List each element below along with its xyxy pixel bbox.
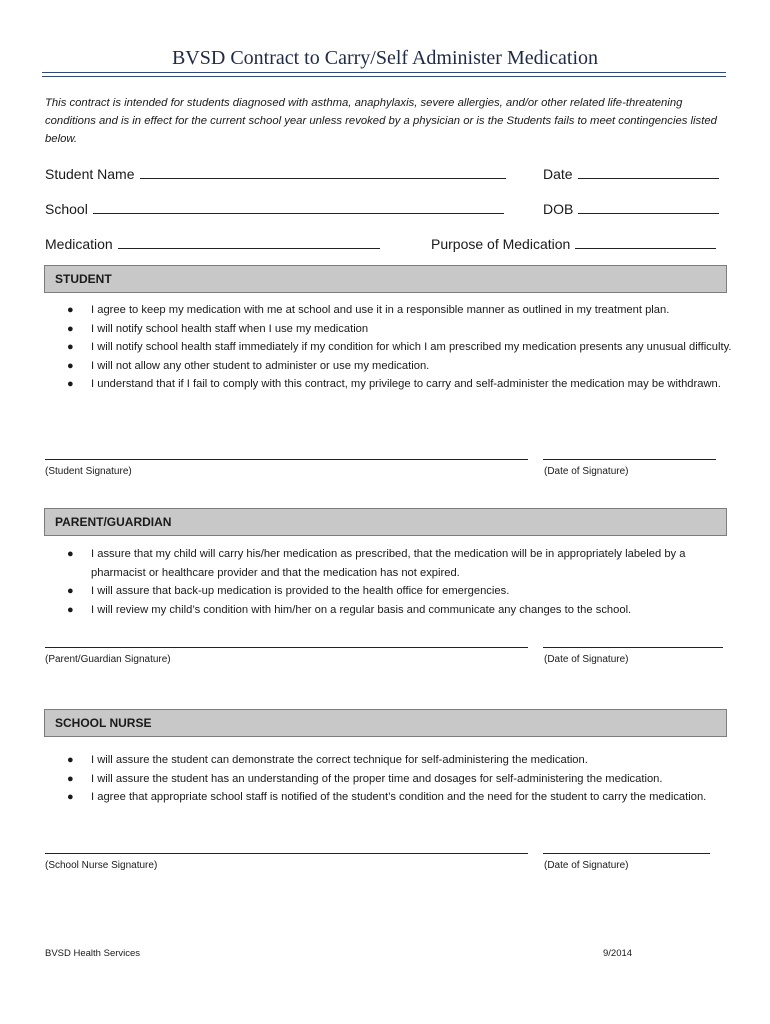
student-name-input[interactable]: [140, 164, 506, 179]
bullet-icon: ●: [67, 341, 74, 353]
bullet-icon: ●: [67, 359, 74, 372]
nurse-list: [45, 751, 735, 807]
student-section-header: STUDENT: [44, 265, 727, 293]
parent-section-header: PARENT/GUARDIAN: [44, 508, 727, 536]
medication-field: [45, 234, 380, 252]
nurse-list-container: [45, 751, 735, 807]
bullet-icon: ●: [67, 791, 74, 803]
bullet-icon: ●: [67, 378, 74, 390]
purpose-input[interactable]: [575, 234, 716, 249]
student-signature-label: (Student Signature): [45, 466, 132, 477]
list-item: ● I understand that if I fail to comply with this contract, my privilege to carry and self-administer the medication may be withdrawn.: [45, 375, 735, 394]
parent-list-container: [45, 545, 735, 619]
bullet-icon: ●: [67, 772, 74, 785]
list-item: ● I agree that appropriate school staff is notified of the student’s condition and the need for the student to carry the medication.: [45, 788, 735, 807]
date-field: [543, 164, 719, 182]
nurse-signature-line[interactable]: [45, 853, 528, 854]
parent-date-line[interactable]: [543, 647, 723, 648]
nurse-date-label: (Date of Signature): [544, 860, 629, 871]
footer-org: BVSD Health Services: [45, 948, 141, 959]
bullet-icon: ●: [67, 754, 74, 766]
student-date-line[interactable]: [543, 459, 716, 460]
school-label: School: [45, 201, 88, 217]
dob-field: [543, 199, 719, 217]
school-field: [45, 199, 504, 217]
intro-text: This contract is intended for students diagnosed with asthma, anaphylaxis, severe allergies, and/or other related life-threatening conditions and is in effect for the current school year unless revoked by a physician or is the Students fails to meet contingencies listed below.: [45, 97, 717, 145]
footer-date: 9/2014: [603, 948, 633, 959]
title-rule: [42, 72, 726, 73]
bullet-icon: ●: [67, 304, 74, 316]
parent-signature-label: (Parent/Guardian Signature): [45, 654, 171, 665]
bullet-icon: ●: [67, 322, 74, 335]
list-item: ● I assure that my child will carry his/her medication as prescribed, that the medication will be in appropriately labeled by a pharmacist or healthcare provider and that the medication has not expired.: [45, 545, 735, 582]
date-label: Date: [543, 166, 573, 182]
list-item: ● I will assure the student can demonstrate the correct technique for self-administering the medication.: [45, 751, 735, 770]
dob-input[interactable]: [578, 199, 719, 214]
list-item: ● I agree to keep my medication with me at school and use it in a responsible manner as outlined in my treatment plan.: [45, 301, 735, 320]
purpose-field: [431, 234, 716, 252]
nurse-section-header: SCHOOL NURSE: [44, 709, 727, 737]
student-date-label: (Date of Signature): [544, 466, 629, 477]
list-item: ● I will assure the student has an understanding of the proper time and dosages for self-administering the medication.: [45, 770, 735, 789]
bullet-icon: ●: [67, 548, 74, 560]
nurse-signature-label: (School Nurse Signature): [45, 860, 158, 871]
parent-signature-line[interactable]: [45, 647, 528, 648]
list-item: ● I will review my child’s condition with him/her on a regular basis and communicate any changes to the school.: [45, 601, 735, 620]
purpose-label: Purpose of Medication: [431, 236, 571, 252]
list-item: ● I will notify school health staff when I use my medication: [45, 320, 735, 339]
dob-label: DOB: [543, 201, 574, 217]
page-title: BVSD Contract to Carry/Self Administer Medication: [171, 47, 599, 69]
parent-date-label: (Date of Signature): [544, 654, 629, 665]
student-signature-line[interactable]: [45, 459, 528, 460]
date-input[interactable]: [578, 164, 719, 179]
parent-list: [45, 545, 735, 619]
nurse-date-line[interactable]: [543, 853, 710, 854]
student-name-label: Student Name: [45, 166, 135, 182]
student-list-container: [45, 301, 735, 394]
medication-input[interactable]: [118, 234, 380, 249]
list-item: ● I will notify school health staff immediately if my condition for which I am prescribed my medication presents any unusual difficulty.: [45, 338, 735, 357]
list-item: ● I will not allow any other student to administer or use my medication.: [45, 357, 735, 376]
bullet-icon: ●: [67, 585, 74, 597]
student-list: [45, 301, 735, 394]
medication-label: Medication: [45, 236, 113, 252]
list-item: ● I will assure that back-up medication is provided to the health office for emergencies.: [45, 582, 735, 601]
student-name-field: [45, 164, 506, 182]
bullet-icon: ●: [67, 603, 74, 616]
school-input[interactable]: [93, 199, 504, 214]
title-rule-thin: [42, 76, 726, 77]
